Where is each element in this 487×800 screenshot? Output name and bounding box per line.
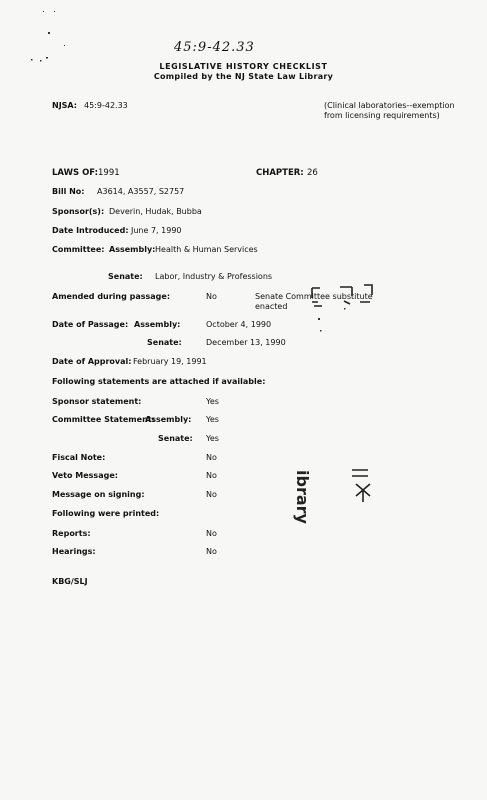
fiscal-note-value: No (206, 453, 217, 462)
document-title: LEGISLATIVE HISTORY CHECKLIST (159, 62, 328, 71)
document-subtitle: Compiled by the NJ State Law Library (153, 72, 334, 81)
message-on-signing-value: No (206, 490, 217, 499)
sponsors-value: Deverin, Hudak, Bubba (109, 207, 202, 216)
njsa-label: NJSA: (52, 101, 77, 110)
laws-value: 1991 (98, 168, 120, 178)
reports-label: Reports: (52, 529, 91, 538)
committee-assembly-value: Health & Human Services (155, 245, 258, 254)
committee-statement-assembly-label: Assembly: (145, 415, 192, 424)
committee-statement-senate-value: Yes (206, 434, 219, 443)
message-on-signing-label: Message on signing: (52, 490, 145, 499)
committee-label: Committee: (52, 245, 105, 254)
amended-note: Senate Committee substitute enacted (255, 292, 373, 311)
bill-label: Bill No: (52, 187, 85, 196)
veto-message-value: No (206, 471, 217, 480)
reports-value: No (206, 529, 217, 538)
amended-label: Amended during passage: (52, 292, 171, 301)
bill-value: A3614, A3557, S2757 (97, 187, 185, 196)
committee-assembly-label: Assembly: (109, 245, 156, 254)
date-introduced-value: June 7, 1990 (131, 226, 182, 235)
date-of-approval-label: Date of Approval: (52, 357, 132, 366)
hearings-label: Hearings: (52, 547, 96, 556)
passage-assembly-value: October 4, 1990 (206, 320, 272, 329)
chapter-value: 26 (307, 168, 318, 178)
committee-statement-label: Committee Statement: (52, 415, 155, 424)
njsa-value: 45:9-42.33 (84, 101, 128, 110)
passage-senate-value: December 13, 1990 (206, 338, 286, 347)
author-initials: KBG/SLJ (52, 577, 88, 586)
passage-assembly-label: Assembly: (134, 320, 181, 329)
laws-label: LAWS OF: (52, 168, 99, 178)
committee-senate-value: Labor, Industry & Professions (155, 272, 273, 281)
date-of-passage-label: Date of Passage: (52, 320, 129, 329)
committee-statement-assembly-value: Yes (206, 415, 219, 424)
handwritten-citation: 45:9-42.33 (174, 40, 255, 55)
veto-message-label: Veto Message: (52, 471, 118, 480)
date-introduced-label: Date Introduced: (52, 226, 129, 235)
sponsor-statement-label: Sponsor statement: (52, 397, 142, 406)
committee-senate-label: Senate: (108, 272, 143, 281)
passage-senate-label: Senate: (147, 338, 182, 347)
hearings-value: No (206, 547, 217, 556)
fiscal-note-label: Fiscal Note: (52, 453, 106, 462)
sponsor-statement-value: Yes (206, 397, 219, 406)
sponsors-label: Sponsor(s): (52, 207, 105, 216)
committee-statement-senate-label: Senate: (158, 434, 193, 443)
library-stamp-fragment: ibrary (293, 470, 312, 524)
date-of-approval-value: February 19, 1991 (133, 357, 207, 366)
printed-heading: Following were printed: (52, 509, 160, 518)
chapter-label: CHAPTER: (256, 168, 304, 178)
njsa-description: (Clinical laboratories--exemption from licensing requirements) (324, 101, 455, 120)
amended-value: No (206, 292, 217, 301)
attached-heading: Following statements are attached if available: (52, 377, 266, 386)
